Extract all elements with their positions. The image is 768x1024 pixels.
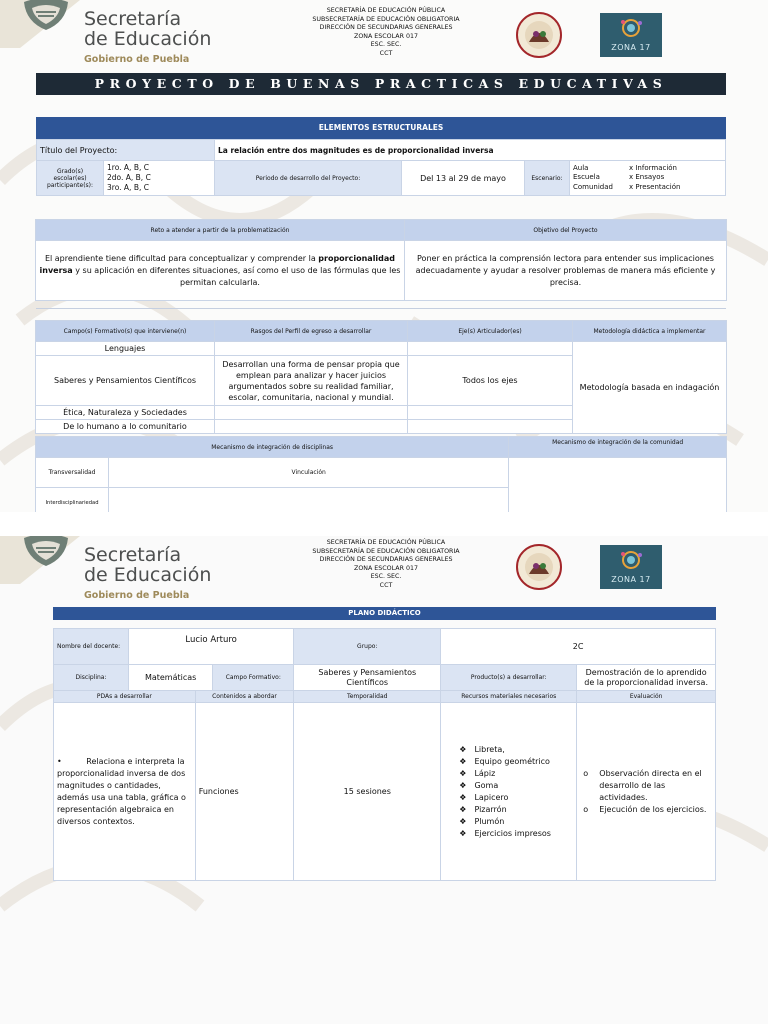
recurso-label: Equipo geométrico: [474, 756, 550, 766]
elementos-title: ELEMENTOS ESTRUCTURALES: [36, 117, 726, 139]
header-line: DIRECCIÓN DE SECUNDARIAS GENERALES: [319, 24, 453, 32]
escenario-item: Escuela: [573, 173, 600, 182]
escenario-mark: x Ensayos: [629, 173, 665, 182]
recurso-item: [459, 804, 573, 816]
recurso-item: [459, 768, 573, 780]
metodologia-head: Metodología didáctica a implementar: [573, 321, 727, 342]
diamond-bullet-icon: ❖: [459, 804, 467, 814]
contenidos-value: Funciones: [195, 703, 294, 881]
temporalidad-value: 15 sesiones: [294, 703, 441, 881]
evaluacion-item: [583, 804, 712, 816]
transversalidad-label: Transversalidad: [36, 458, 109, 488]
divider: [36, 308, 726, 309]
grupo-label: Grupo:: [294, 629, 441, 665]
docente-value: Lucio Arturo: [129, 629, 294, 665]
gov-logo-text: [84, 546, 211, 601]
campo-item: Lenguajes: [36, 342, 215, 356]
escenario-row: [573, 173, 722, 183]
campo-label: Campo Formativo:: [213, 665, 294, 691]
gov-seal-icon: [18, 536, 74, 568]
recurso-item: [459, 744, 573, 756]
gov-logo-line1: Secretaría: [84, 8, 182, 30]
header-line: ZONA ESCOLAR 017: [354, 564, 418, 572]
circle-bullet-icon: o: [583, 804, 589, 814]
grado-item: 2do. A, B, C: [107, 173, 151, 182]
header-line: SECRETARÍA DE EDUCACIÓN PÚBLICA: [326, 7, 446, 14]
campos-head: Campo(s) Formativo(s) que interviene(n): [36, 321, 215, 342]
empty-cell: [408, 420, 573, 434]
header-line: DIRECCIÓN DE SECUNDARIAS GENERALES: [319, 556, 453, 564]
contenidos-head: Contenidos a abordar: [195, 691, 294, 703]
zona-globe-icon: [600, 13, 662, 43]
plano-title: PLANO DIDÁCTICO: [53, 607, 716, 620]
reto-head: Reto a atender a partir de la problematización: [36, 220, 405, 241]
diamond-bullet-icon: ❖: [459, 756, 467, 766]
recurso-item: [459, 792, 573, 804]
project-banner: PROYECTO DE BUENAS PRACTICAS EDUCATIVAS: [36, 73, 726, 95]
recurso-label: Pizarrón: [474, 804, 507, 814]
institution-header: [286, 7, 486, 59]
campos-table: [35, 320, 727, 434]
header-line: SECRETARÍA DE EDUCACIÓN PÚBLICA: [326, 539, 446, 546]
grado-item: 3ro. A, B, C: [107, 183, 149, 192]
recurso-item: [459, 756, 573, 768]
header-line: ZONA ESCOLAR 017: [354, 32, 418, 40]
pda-value: [54, 703, 196, 881]
mecanismo-disciplinas-head: Mecanismo de integración de disciplinas: [36, 437, 509, 458]
comunidad-cell: [509, 458, 727, 513]
escenario-mark: x Presentación: [629, 182, 681, 191]
temporalidad-head: Temporalidad: [294, 691, 441, 703]
empty-cell: [215, 342, 408, 356]
recurso-item: [459, 828, 573, 840]
campo-item: De lo humano a lo comunitario: [36, 420, 215, 434]
evaluacion-value: [577, 703, 716, 881]
gov-logo-line1: Secretaría: [84, 544, 182, 566]
producto-label: Producto(s) a desarrollar:: [441, 665, 577, 691]
escenarios-cell: [570, 161, 726, 196]
diamond-bullet-icon: ❖: [459, 828, 467, 838]
gov-logo-line2: de Educación: [84, 564, 212, 586]
zona-17-logo: [600, 545, 662, 589]
elementos-table: [36, 139, 726, 196]
diamond-bullet-icon: ❖: [459, 744, 467, 754]
empty-cell: [408, 406, 573, 420]
zona-label: ZONA 17: [611, 575, 651, 584]
grados-cell: [104, 161, 215, 196]
periodo-label: Periodo de desarrollo del Proyecto:: [215, 161, 402, 196]
campo-item: Saberes y Pensamientos Científicos: [36, 356, 215, 406]
vinculacion-label: Vinculación: [109, 458, 509, 488]
recurso-item: [459, 816, 573, 828]
gov-logo-text: [84, 10, 211, 65]
escenario-row: [573, 164, 722, 174]
diamond-bullet-icon: ❖: [459, 768, 467, 778]
disciplina-value: Matemáticas: [129, 665, 213, 691]
header-line: CCT: [379, 49, 393, 57]
evaluacion-head: Evaluación: [577, 691, 716, 703]
escenario-item: Aula: [573, 163, 589, 172]
zona-17-logo: [600, 13, 662, 57]
circle-bullet-icon: o: [583, 768, 589, 778]
empty-cell: [215, 420, 408, 434]
objetivo-head: Objetivo del Proyecto: [405, 220, 727, 241]
periodo-value: Del 13 al 29 de mayo: [402, 161, 525, 196]
rasgos-value: Desarrollan una forma de pensar propia que emplean para analizar y hacer juicios argumentados sobre su realidad familiar, escolar, comunitaria, nacional y mundial.: [215, 356, 408, 406]
recursos-list: [459, 744, 573, 840]
grado-label: Grado(s) escolar(es) participante(s):: [37, 161, 104, 196]
reto-text-bold: proporcionalidad inversa: [39, 253, 396, 275]
escenario-mark: x Información: [629, 163, 677, 172]
header-line: SUBSECRETARÍA DE EDUCACIÓN OBLIGATORIA: [312, 547, 460, 555]
institution-header: [286, 539, 486, 591]
escenario-label: Escenario:: [525, 161, 570, 196]
recurso-label: Goma: [474, 780, 499, 790]
recurso-item: [459, 780, 573, 792]
recurso-label: Lapicero: [474, 792, 509, 802]
pda-head: PDAs a desarrollar: [54, 691, 196, 703]
ejes-value: Todos los ejes: [408, 356, 573, 406]
reto-text: [36, 241, 405, 301]
recursos-value: [441, 703, 577, 881]
header-line: ESC. SEC.: [370, 573, 402, 581]
secundarias-logo: [516, 12, 562, 58]
evaluacion-text: Observación directa en el desarrollo de las actividades.: [599, 768, 702, 802]
disciplina-label: Disciplina:: [54, 665, 129, 691]
metodologia-value: Metodología basada en indagación: [573, 342, 727, 434]
gov-seal-icon: [18, 0, 74, 32]
interdisciplinariedad-label: Interdisciplinariedad: [36, 488, 109, 513]
recurso-label: Ejercicios impresos: [474, 828, 551, 838]
header-line: CCT: [379, 581, 393, 589]
empty-cell: [408, 342, 573, 356]
producto-value: Demostración de lo aprendido de la proporcionalidad inversa.: [577, 665, 716, 691]
recursos-head: Recursos materiales necesarios: [441, 691, 577, 703]
grado-item: 1ro. A, B, C: [107, 163, 149, 172]
mecanismo-comunidad-head: Mecanismo de integración de la comunidad: [509, 437, 727, 458]
evaluacion-item: [583, 768, 712, 804]
zona-label: ZONA 17: [611, 43, 651, 52]
diamond-bullet-icon: ❖: [459, 792, 467, 802]
empty-cell: [109, 488, 509, 513]
secundarias-logo: [516, 544, 562, 590]
header-line: ESC. SEC.: [370, 41, 402, 49]
plano-table: [53, 628, 716, 881]
reto-text-pre: El aprendiente tiene dificultad para conceptualizar y comprender la: [44, 253, 319, 263]
pda-bullet: •: [57, 756, 62, 766]
gov-logo-line3: Gobierno de Puebla: [84, 590, 190, 601]
grupo-value: 2C: [441, 629, 716, 665]
pda-text: Relaciona e interpreta la proporcionalidad inversa de dos magnitudes o cantidades, además usa una tabla, gráfica o representación algebraica en diversos contextos.: [57, 756, 186, 826]
objetivo-text: Poner en práctica la comprensión lectora para entender sus implicaciones adecuadamente y ayudar a resolver problemas de manera más eficiente y precisa.: [405, 241, 727, 301]
recurso-label: Plumón: [474, 816, 505, 826]
empty-cell: [215, 406, 408, 420]
reto-text-post: y su aplicación en diferentes situaciones, así como el uso de las fórmulas que les permitan calcularla.: [72, 265, 401, 287]
header-line: SUBSECRETARÍA DE EDUCACIÓN OBLIGATORIA: [312, 15, 460, 23]
campo-item: Ética, Naturaleza y Sociedades: [36, 406, 215, 420]
titulo-label: Título del Proyecto:: [37, 140, 215, 161]
mecanismo-table: [35, 436, 727, 512]
campo-value: Saberes y Pensamientos Científicos: [294, 665, 441, 691]
diamond-bullet-icon: ❖: [459, 780, 467, 790]
gov-logo-line3: Gobierno de Puebla: [84, 54, 190, 65]
escenario-row: [573, 183, 722, 193]
recurso-label: Lápiz: [474, 768, 496, 778]
ejes-head: Eje(s) Articulador(es): [408, 321, 573, 342]
escenario-item: Comunidad: [573, 182, 613, 191]
reto-table: [35, 219, 727, 301]
diamond-bullet-icon: ❖: [459, 816, 467, 826]
docente-label: Nombre del docente:: [54, 629, 129, 665]
evaluacion-text: Ejecución de los ejercicios.: [599, 804, 707, 814]
titulo-value: La relación entre dos magnitudes es de proporcionalidad inversa: [215, 140, 726, 161]
gov-logo-line2: de Educación: [84, 28, 212, 50]
recurso-label: Libreta,: [474, 744, 505, 754]
page-2: [0, 512, 768, 1024]
zona-globe-icon: [600, 545, 662, 575]
rasgos-head: Rasgos del Perfil de egreso a desarrollar: [215, 321, 408, 342]
